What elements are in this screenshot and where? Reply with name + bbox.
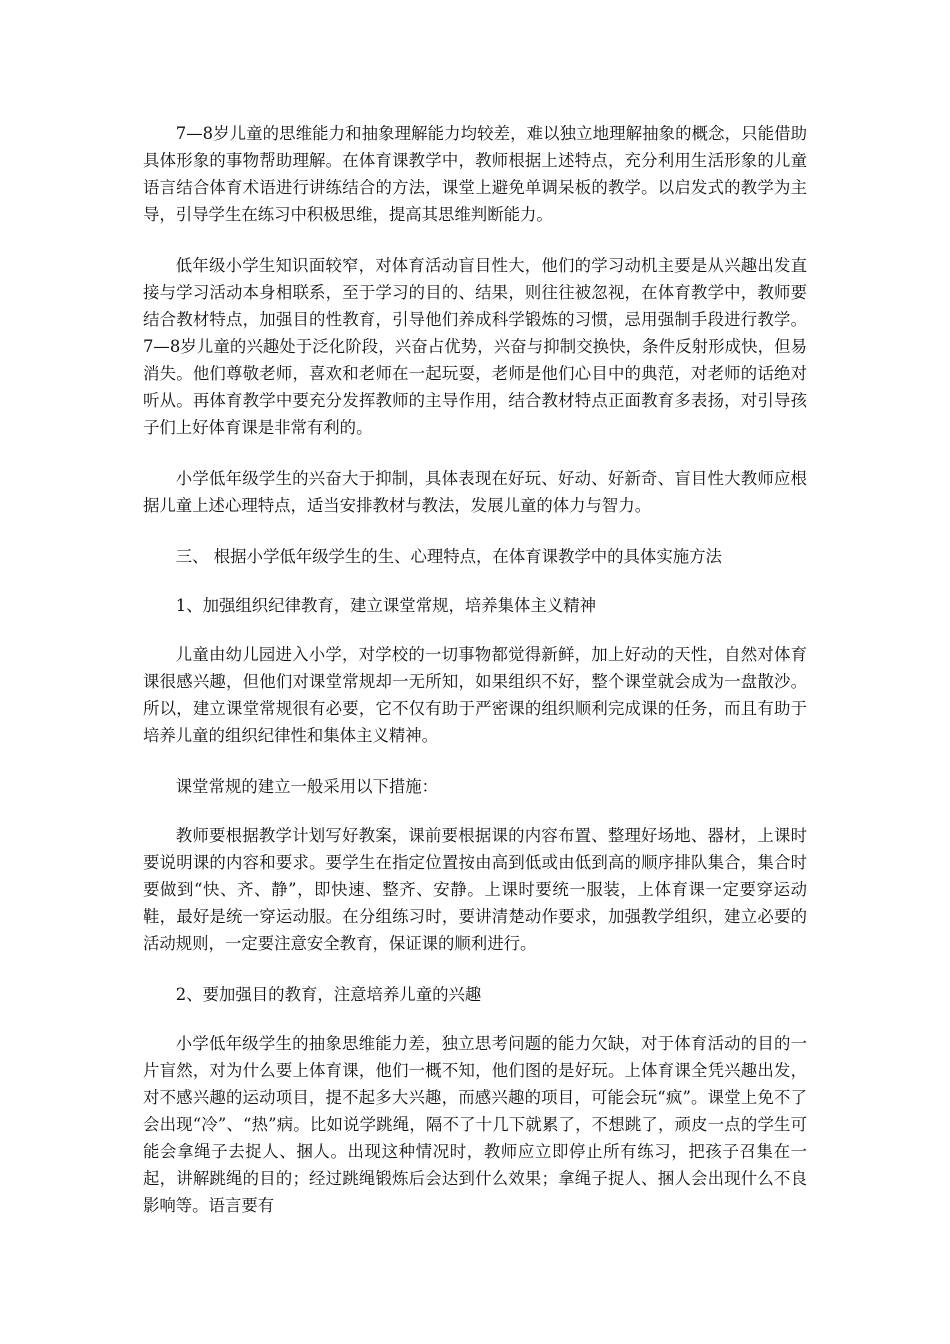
paragraph-excitement-inhibition: 小学低年级学生的兴奋大于抑制，具体表现在好玩、好动、好新奇、盲目性大教师应根据儿童上述心理特点，适当安排教材与教法，发展儿童的体力与智力。	[143, 469, 807, 515]
section-heading-implementation: 三、 根据小学低年级学生的生、心理特点，在体育课教学中的具体实施方法	[175, 547, 722, 566]
paragraph-cognitive-ability: 7—8岁儿童的思维能力和抽象理解能力均较差，难以独立地理解抽象的概念，只能借助具体形象的事物帮助理解。在体育课教学中，教师根据上述特点，充分利用生活形象的儿童语言结合体育术语进行讲练结合的方法，课堂上避免单调呆板的教学。以启发式的教学为主导，引导学生在练习中积极思维，提高其思维判断能力。	[143, 124, 807, 224]
subheading-purpose-education: 2、要加强目的教育，注意培养儿童的兴趣	[175, 985, 482, 1004]
paragraph-classroom-routine: 儿童由幼儿园进入小学，对学校的一切事物都觉得新鲜，加上好动的天性，自然对体育课很感兴趣，但他们对课堂常规却一无所知，如果组织不好，整个课堂就会成为一盘散沙。所以，建立课堂常规很有必要，它不仅有助于严密课的组织顺利完成课的任务，而且有助于培养儿童的组织纪律性和集体主义精神。	[143, 645, 807, 745]
paragraph-learning-motivation: 低年级小学生知识面较窄，对体育活动盲目性大，他们的学习动机主要是从兴趣出发直接与学习活动本身相联系，至于学习的目的、结果，则往往被忽视，在体育教学中，教师要结合教材特点，加强目的性教育，引导他们养成科学锻炼的习惯，忌用强制手段进行教学。 7—8岁儿童的兴趣处于泛化阶段，兴奋占优势，兴奋与抑制交换快，条件反射形成快，但易消失。他们尊敬老师，喜欢和老师在一起玩耍，老师是他们心目中的典范，对老师的话绝对听从。再体育教学中要充分发挥教师的主导作用，结合教材特点正面教育多表扬，对引导孩子们上好体育课是非常有利的。	[143, 256, 807, 437]
document-page	[143, 120, 807, 1243]
paragraph-measures-intro: 课堂常规的建立一般采用以下措施：	[175, 777, 439, 796]
subheading-discipline: 1、加强组织纪律教育，建立课堂常规，培养集体主义精神	[175, 596, 596, 615]
paragraph-interest-cultivation: 小学低年级学生的抽象思维能力差，独立思考问题的能力欠缺，对于体育活动的目的一片盲然，对为什么要上体育课，他们一概不知，他们图的是好玩。上体育课全凭兴趣出发，对不感兴趣的运动项目，提不起多大兴趣，而感兴趣的项目，可能会玩“疯”。课堂上免不了会出现“冷”、“热”病。比如说学跳绳，隔不了十几下就累了，不想跳了，顽皮一点的学生可能会拿绳子去捉人、捆人。出现这种情况时，教师应立即停止所有练习，把孩子召集在一起，讲解跳绳的目的；经过跳绳锻炼后会达到什么效果；拿绳子捉人、捆人会出现什么不良影响等。语言要有	[143, 1034, 807, 1215]
paragraph-teacher-preparation: 教师要根据教学计划写好教案，课前要根据课的内容布置、整理好场地、器材，上课时要说明课的内容和要求。要学生在指定位置按由高到低或由低到高的顺序排队集合，集合时要做到“快、齐、静”，即快速、整齐、安静。上课时要统一服装，上体育课一定要穿运动鞋，最好是统一穿运动服。在分组练习时，要讲清楚动作要求，加强教学组织，建立必要的活动规则，一定要注意安全教育，保证课的顺利进行。	[143, 826, 807, 953]
